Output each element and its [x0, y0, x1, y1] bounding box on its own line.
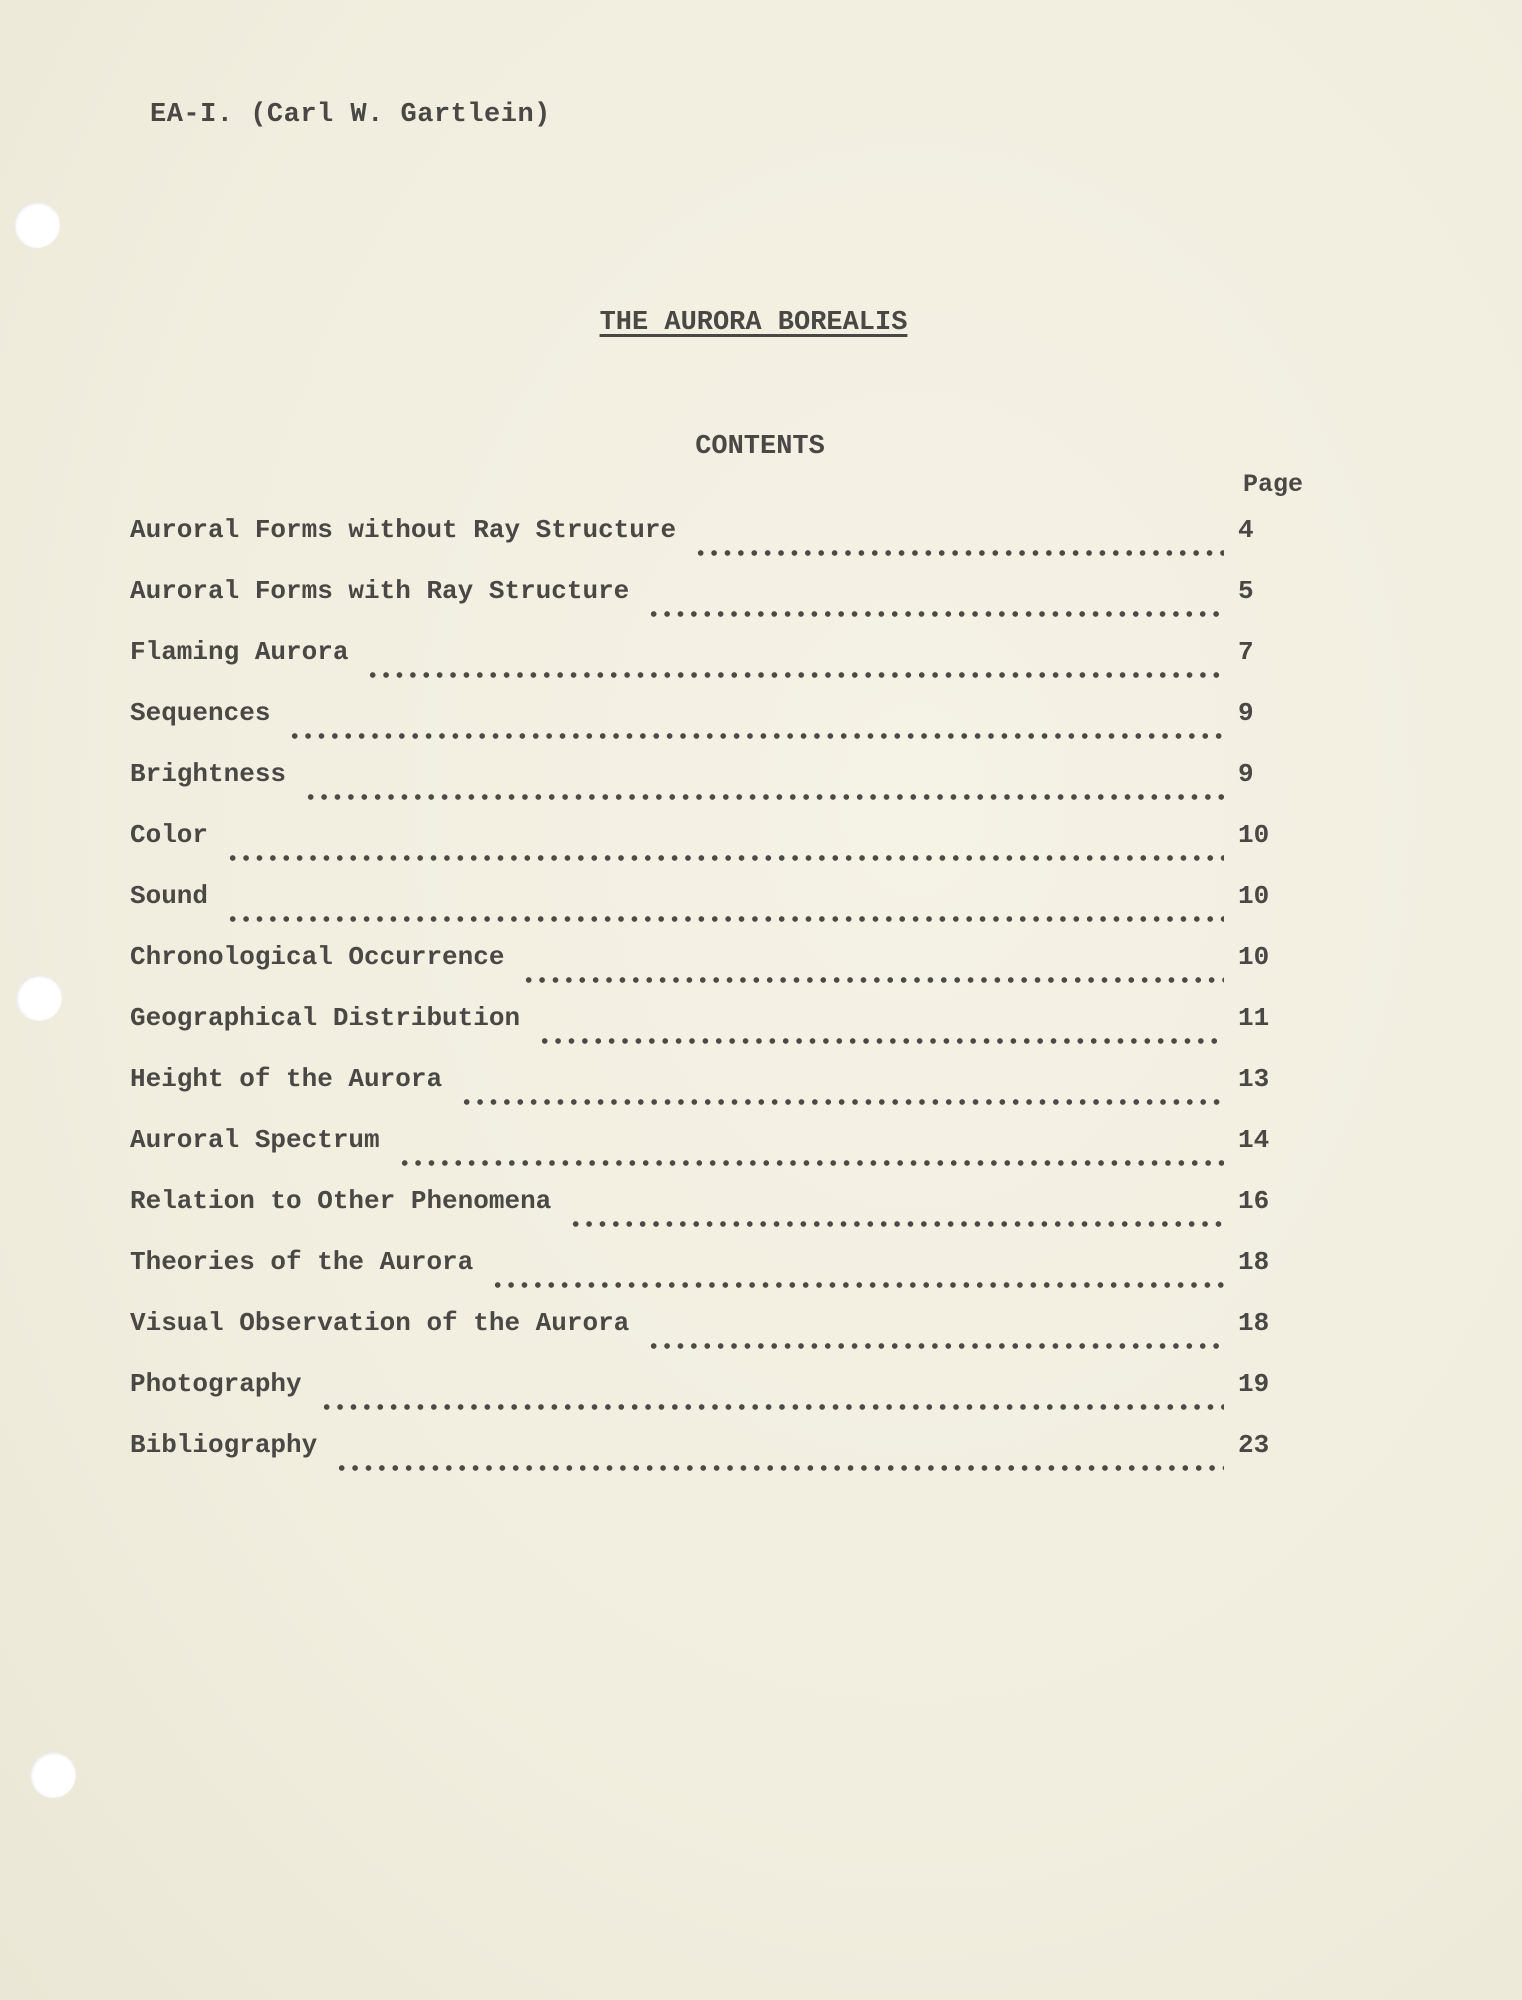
- dot-leader: [647, 1342, 1224, 1350]
- toc-entry-label: Visual Observation of the Aurora: [130, 1308, 630, 1338]
- toc-entry-page: 9: [1238, 759, 1254, 789]
- page-column-label: Page: [1243, 470, 1304, 499]
- toc-entry-label: Photography: [130, 1369, 302, 1399]
- toc-entry-label: Brightness: [130, 759, 287, 789]
- toc-entry-label: Sound: [130, 881, 209, 911]
- toc-entry-page: 18: [1238, 1308, 1270, 1338]
- toc-entry-label: Bibliography: [130, 1430, 318, 1460]
- dot-leader: [569, 1220, 1224, 1228]
- toc-entry-label: Geographical Distribution: [130, 1003, 521, 1033]
- dot-leader: [491, 1281, 1224, 1289]
- toc-entry-label: Color: [130, 820, 209, 850]
- punch-hole-bottom: [30, 1752, 76, 1798]
- toc-entry-label: Relation to Other Phenomena: [130, 1186, 552, 1216]
- toc-entry-page: 18: [1238, 1247, 1270, 1277]
- toc-entry-label: Auroral Forms without Ray Structure: [130, 515, 677, 545]
- table-of-contents: [130, 515, 1290, 1491]
- toc-entry-label: Flaming Aurora: [130, 637, 349, 667]
- toc-entry: [130, 698, 1290, 759]
- toc-entry-page: 7: [1238, 637, 1254, 667]
- toc-entry-label: Auroral Forms with Ray Structure: [130, 576, 630, 606]
- toc-entry-page: 13: [1238, 1064, 1270, 1094]
- toc-entry: [130, 820, 1290, 881]
- dot-leader: [320, 1403, 1224, 1411]
- toc-entry: [130, 1369, 1290, 1430]
- toc-entry: [130, 1247, 1290, 1308]
- dot-leader: [694, 549, 1224, 557]
- toc-entry-page: 10: [1238, 942, 1270, 972]
- toc-entry: [130, 1430, 1290, 1491]
- toc-entry-label: Theories of the Aurora: [130, 1247, 474, 1277]
- dot-leader: [226, 854, 1224, 862]
- toc-entry: [130, 759, 1290, 820]
- dot-leader: [335, 1464, 1224, 1472]
- toc-entry-page: 19: [1238, 1369, 1270, 1399]
- dot-leader: [366, 671, 1224, 679]
- toc-entry-page: 14: [1238, 1125, 1270, 1155]
- punch-hole-middle: [16, 975, 62, 1021]
- toc-entry: [130, 1064, 1290, 1125]
- toc-entry: [130, 1186, 1290, 1247]
- toc-entry-page: 9: [1238, 698, 1254, 728]
- toc-entry: [130, 637, 1290, 698]
- dot-leader: [226, 915, 1224, 923]
- dot-leader: [647, 610, 1224, 618]
- punch-hole-top: [14, 202, 60, 248]
- dot-leader: [522, 976, 1224, 984]
- toc-entry-page: 16: [1238, 1186, 1270, 1216]
- toc-entry-label: Chronological Occurrence: [130, 942, 505, 972]
- toc-entry-page: 23: [1238, 1430, 1270, 1460]
- toc-entry-label: Auroral Spectrum: [130, 1125, 380, 1155]
- dot-leader: [304, 793, 1224, 801]
- toc-entry-page: 5: [1238, 576, 1254, 606]
- toc-entry: [130, 881, 1290, 942]
- toc-entry-page: 11: [1238, 1003, 1270, 1033]
- dot-leader: [460, 1098, 1224, 1106]
- toc-entry: [130, 1125, 1290, 1186]
- toc-entry-page: 10: [1238, 881, 1270, 911]
- dot-leader: [398, 1159, 1224, 1167]
- toc-entry-label: Height of the Aurora: [130, 1064, 443, 1094]
- dot-leader: [288, 732, 1224, 740]
- toc-entry-page: 4: [1238, 515, 1254, 545]
- toc-entry: [130, 515, 1290, 576]
- document-title: THE AURORA BOREALIS: [599, 308, 908, 338]
- toc-entry: [130, 1003, 1290, 1064]
- dot-leader: [538, 1037, 1224, 1045]
- toc-entry-page: 10: [1238, 820, 1270, 850]
- toc-entry: [130, 576, 1290, 637]
- toc-entry: [130, 942, 1290, 1003]
- toc-entry-label: Sequences: [130, 698, 271, 728]
- toc-entry: [130, 1308, 1290, 1369]
- document-reference: EA-I. (Carl W. Gartlein): [150, 100, 551, 130]
- contents-heading: CONTENTS: [695, 432, 825, 462]
